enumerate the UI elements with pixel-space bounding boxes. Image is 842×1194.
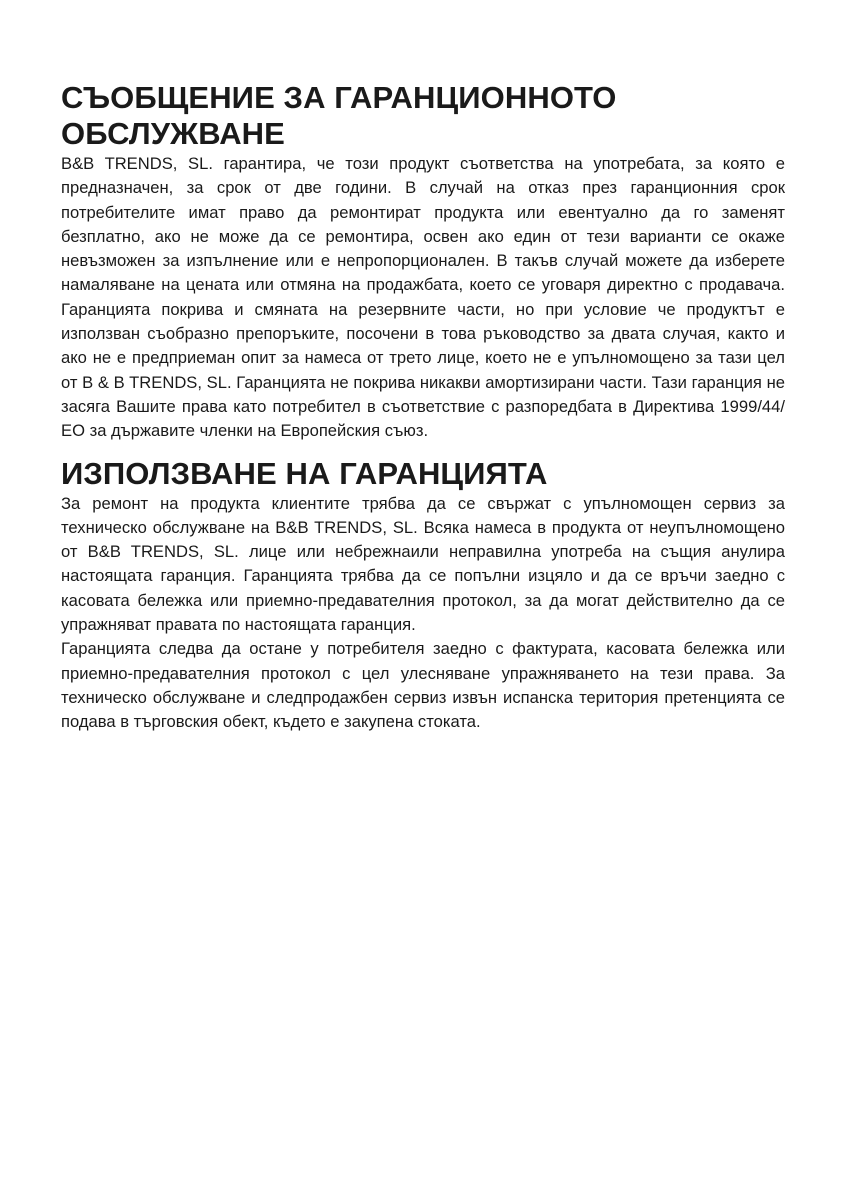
warranty-usage-paragraph-1: За ремонт на продукта клиентите трябва да се свържат с упълномощен сервиз за техническо обслужване на B&B TRENDS, SL. Всяка намеса в продукта от неупълномощено от B&B TRENDS, SL. лице или небрежнаили неправилна употреба на същия анулира настоящата гаранция. Гаранцията трябва да се попълни изцяло и да се връчи заедно с касовата бележка или приемно-предавателния протокол, за да могат действително да се упражняват правата по настоящата гаранция. (61, 493, 785, 635)
warranty-notice-title: СЪОБЩЕНИЕ ЗА ГАРАНЦИОННОТО ОБСЛУЖВАНЕ (61, 80, 617, 151)
warranty-usage-paragraph-2: Гаранцията следва да остане у потребителя заедно с фактурата, касовата бележка или приемно-предавателния протокол с цел улесняване упражняването на тези права. За техническо обслужване и следпродажбен сервиз извън испанска територия претенцията се подава в търговския обект, където е закупена стоката. (61, 639, 785, 732)
document-page (61, 80, 785, 735)
warranty-usage-title: ИЗПОЛЗВАНЕ НА ГАРАНЦИЯТА (61, 455, 548, 491)
warranty-notice-paragraph: B&B TRENDS, SL. гарантира, че този продукт съответства на употребата, за която е предназначен, за срок от две години. В случай на отказ през гаранционния срок потребителите имат право да ремонтират продукта или евентуално да го заменят безплатно, ако не може да се ремонтира, освен ако един от тези варианти се окаже невъзможен за изпълнение или е непропорционален. В такъв случай можете да изберете намаляване на цената или отмяна на продажбата, което се уговаря директно с продавача. Гаранцията покрива и смяната на резервните части, но при условие че продуктът е използван съобразно препоръките, посочени в това ръководство за двата случая, както и ако не е предприеман опит за намеса от трето лице, което не е упълномощено за тази цел от B & B TRENDS, SL. Гаранцията не покрива никакви амортизирани части. Тази гаранция не засяга Вашите права като потребител в съответствие с разпоредбата в Директива 1999/44/ЕО за държавите членки на Европейския съюз. (61, 154, 785, 441)
